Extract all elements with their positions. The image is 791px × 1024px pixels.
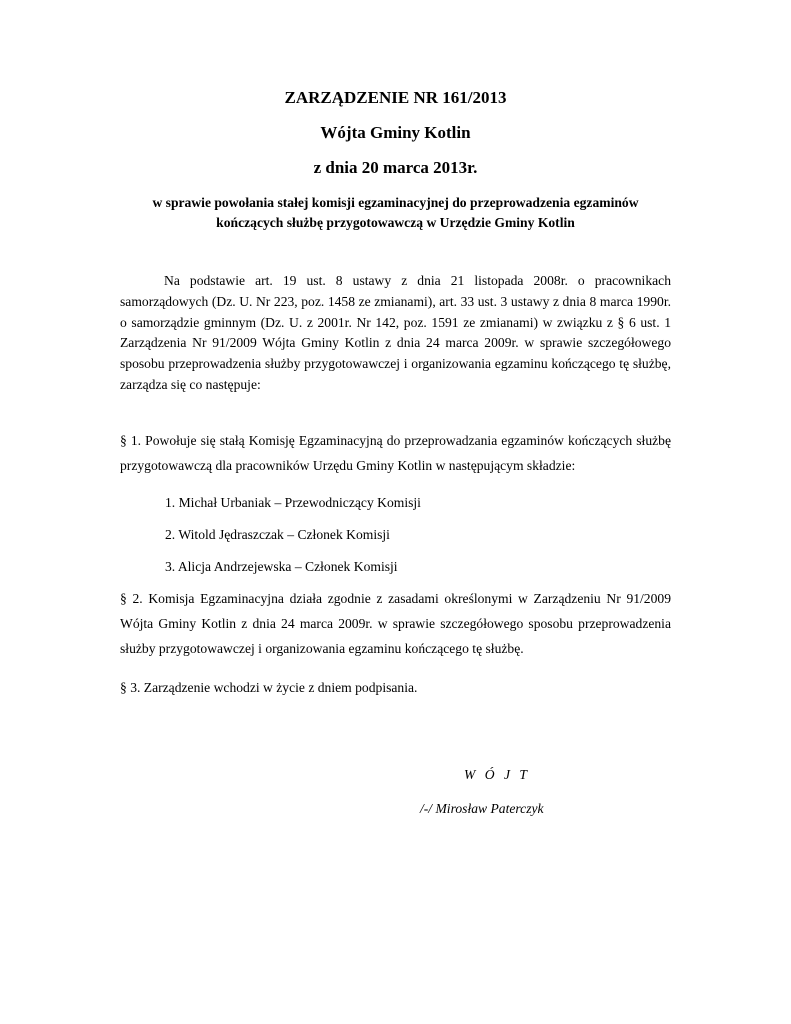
paragraph-1: § 1. Powołuje się stałą Komisję Egzaminacyjną do przeprowadzania egzaminów kończących służbę przygotowawczą dla pracowników Urzędu Gminy Kotlin w następującym składzie: — [120, 433, 671, 473]
committee-members-list — [165, 490, 421, 586]
paragraph-3: § 3. Zarządzenie wchodzi w życie z dniem podpisania. — [120, 680, 418, 695]
signature-title: W Ó J T — [464, 767, 530, 782]
document-title: ZARZĄDZENIE NR 161/2013 — [284, 88, 507, 107]
list-item: 3. Alicja Andrzejewska – Członek Komisji — [165, 559, 398, 574]
intro-paragraph: Na podstawie art. 19 ust. 8 ustawy z dnia 21 listopada 2008r. o pracownikach samorządowych (Dz. U. Nr 223, poz. 1458 ze zmianami), art. 33 ust. 3 ustawy z dnia 8 marca 1990r. o samorządzie gminnym (Dz. U. z 2001r. Nr 142, poz. 1591 ze zmianami) w związku z § 6 ust. 1 Zarządzenia Nr 91/2009 Wójta Gminy Kotlin z dnia 24 marca 2009r. w sprawie szczegółowego sposobu przeprowadzenia służby przygotowawczej i organizowania egzaminu kończącego tę służbę, zarządza się co następuje: — [120, 273, 671, 392]
document-date: z dnia 20 marca 2013r. — [313, 158, 478, 177]
list-item: 1. Michał Urbaniak – Przewodniczący Komisji — [165, 495, 421, 510]
document-subject: w sprawie powołania stałej komisji egzaminacyjnej do przeprowadzenia egzaminów kończących służbę przygotowawczą w Urzędzie Gminy Kotlin — [152, 195, 639, 230]
signature-name: /-/ Mirosław Paterczyk — [420, 801, 544, 816]
paragraph-2: § 2. Komisja Egzaminacyjna działa zgodnie z zasadami określonymi w Zarządzeniu Nr 91/2009 Wójta Gminy Kotlin z dnia 24 marca 2009r. w sprawie szczegółowego sposobu przeprowadzenia służby przygotowawczej i organizowania egzaminu kończącego tę służbę. — [120, 591, 671, 656]
document-issuer: Wójta Gminy Kotlin — [320, 123, 471, 142]
list-item: 2. Witold Jędraszczak – Członek Komisji — [165, 527, 390, 542]
